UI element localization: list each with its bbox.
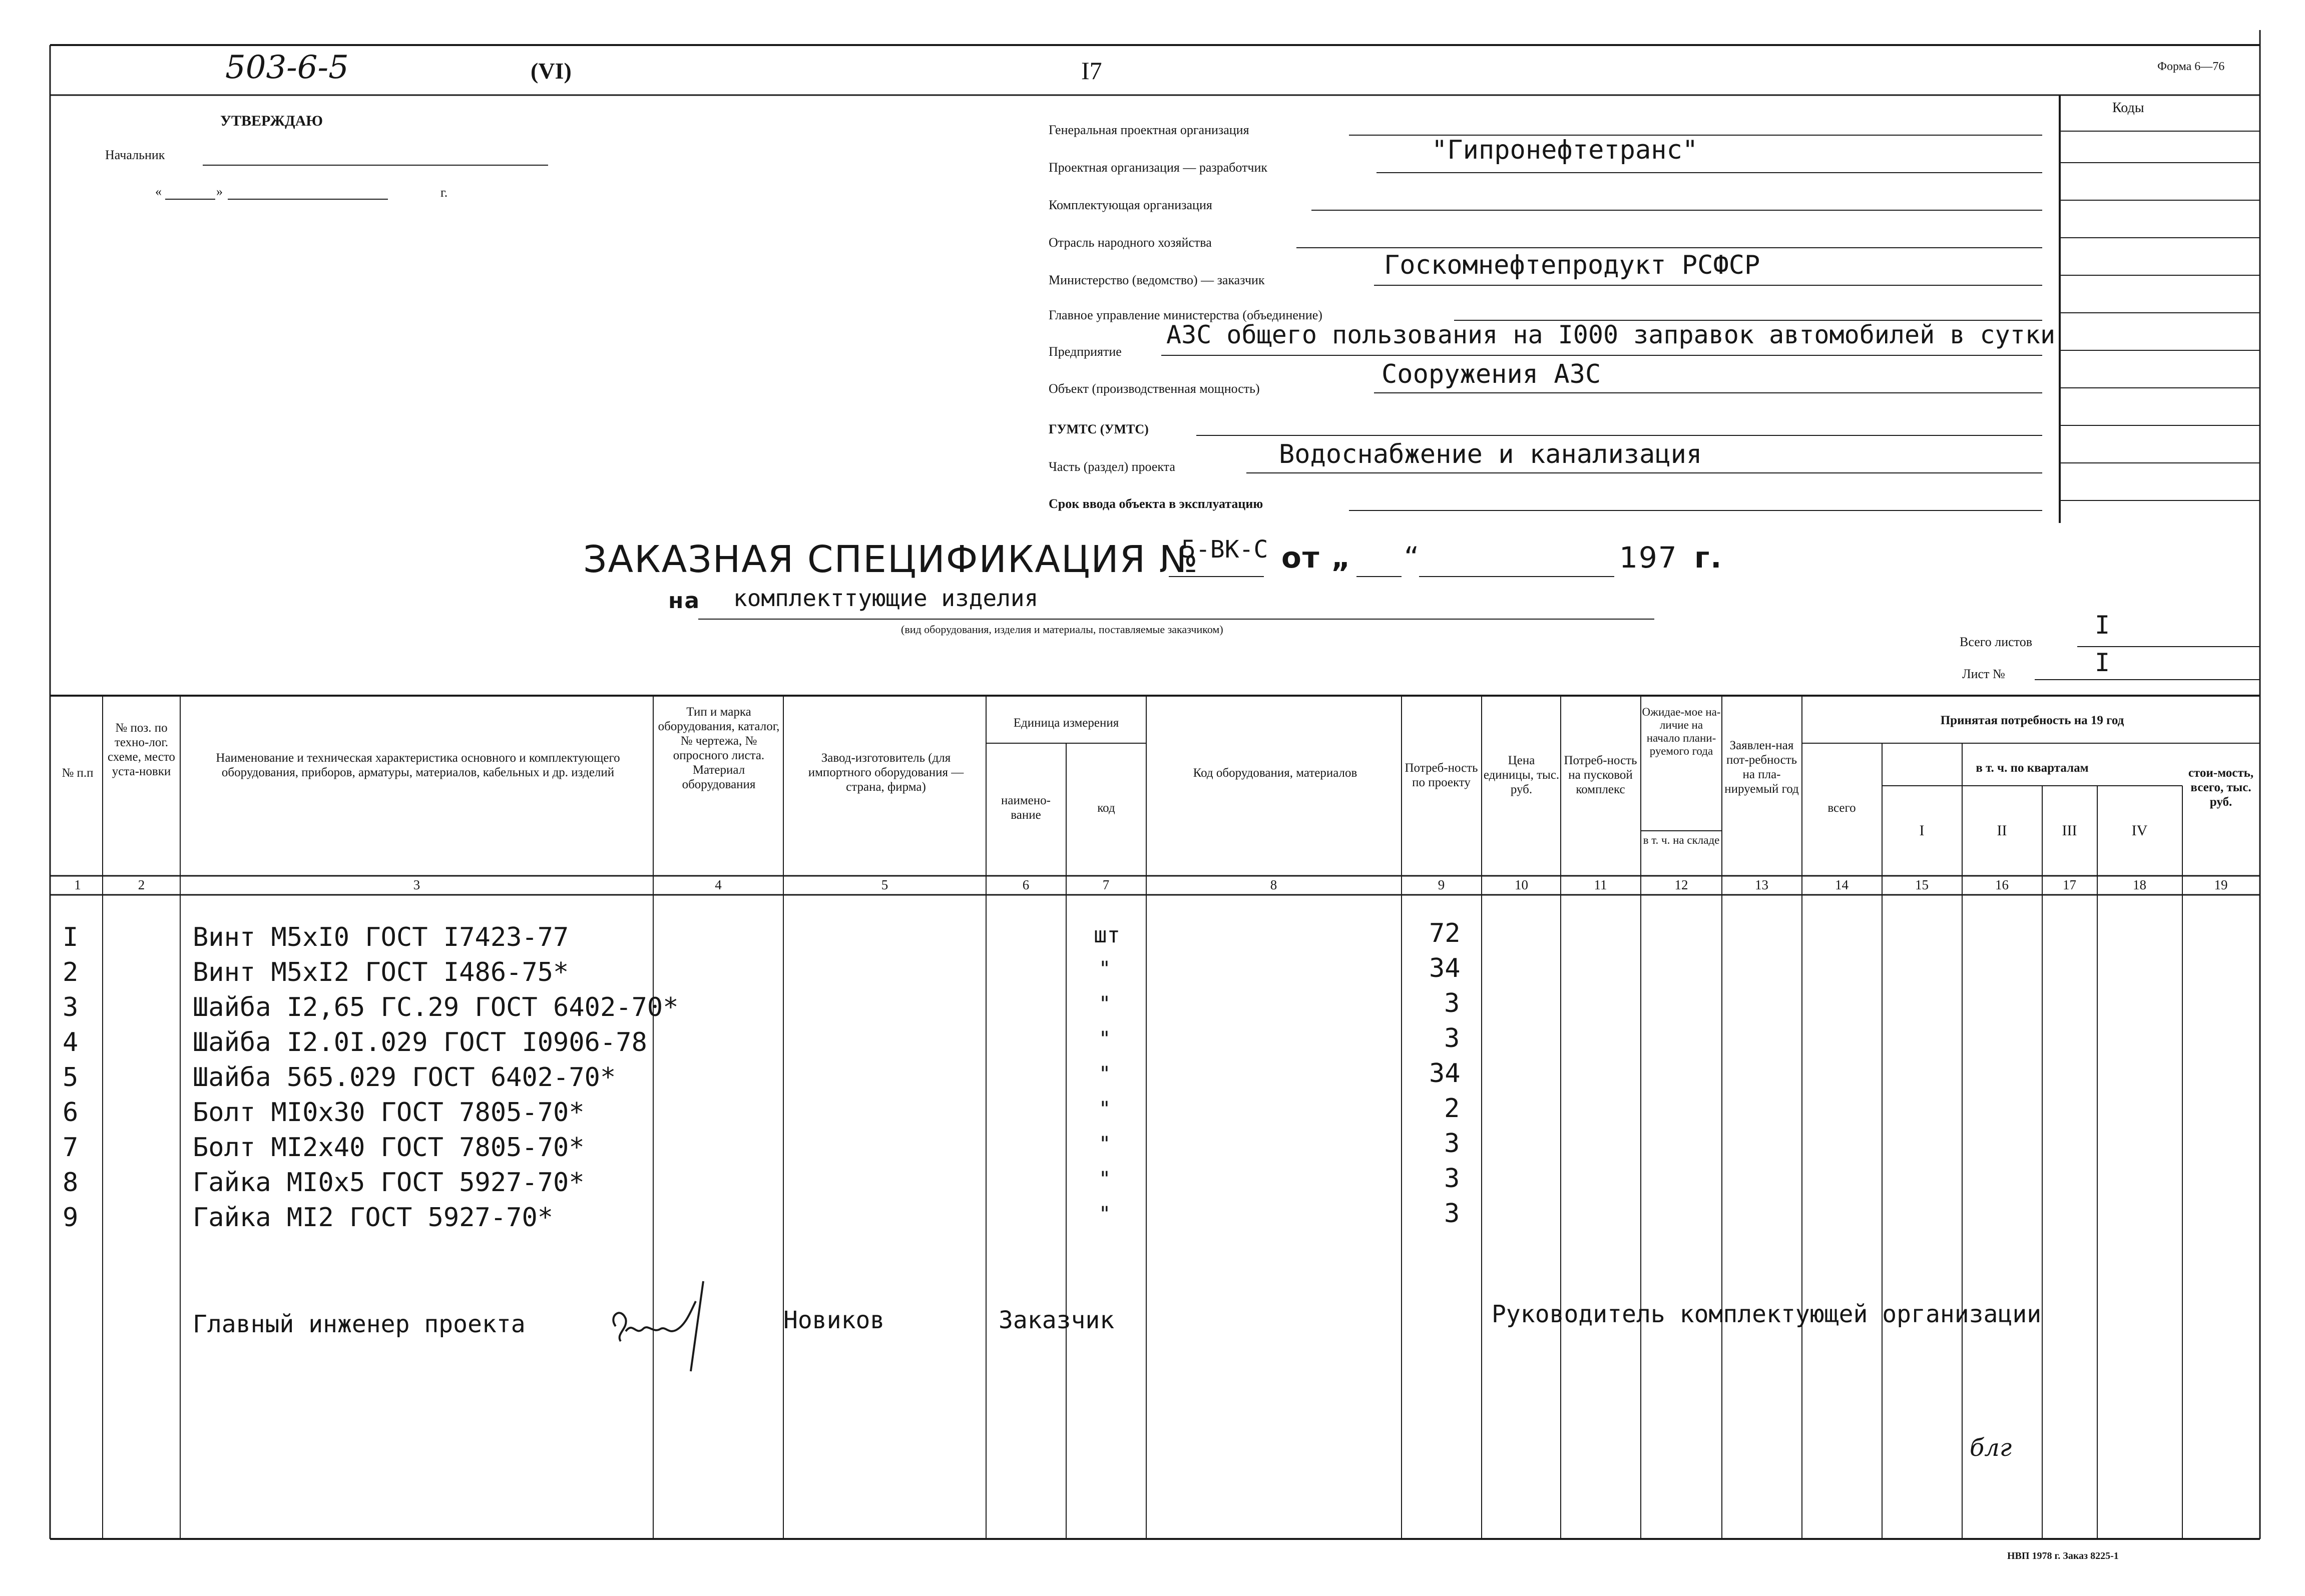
total-sheets-label: Всего листов — [1960, 635, 2032, 649]
col-header-in-stock: в т. ч. на складе — [1643, 834, 1720, 846]
row-name: Винт М5хI0 ГОСТ I7423-77 — [193, 922, 569, 952]
codes-label: Коды — [2112, 100, 2144, 116]
row-number: 2 — [63, 957, 79, 987]
spec-subject-hint: (вид оборудования, изделия и материалы, поставляемые заказчиком) — [901, 623, 1223, 636]
org-field-label-object: Объект (производственная мощность) — [1049, 381, 1260, 396]
row-unit: " — [1099, 992, 1111, 1015]
row-name: Болт МI2х40 ГОСТ 7805-70* — [193, 1133, 585, 1163]
row-name: Гайка МI0х5 ГОСТ 5927-70* — [193, 1168, 585, 1198]
col-header-name: Наименование и техническая характеристика основного и комплектующего оборудования, приборов, арматуры, материалов, кабельных и др. изделий — [216, 751, 620, 779]
col-number: 7 — [1102, 877, 1110, 892]
row-quantity: 34 — [1429, 953, 1461, 983]
col-number: 12 — [1674, 877, 1688, 892]
form-label: Форма 6—76 — [2157, 60, 2225, 73]
org-field-label-deadline: Срок ввода объекта в эксплуатацию — [1049, 496, 1263, 511]
org-field-label-general: Генеральная проектная организация — [1049, 123, 1249, 137]
org-field-value-ministry: Госкомнефтепродукт РСФСР — [1384, 250, 1760, 280]
approval-title: УТВЕРЖДАЮ — [220, 113, 323, 129]
col-header-unit-group: Единица измерения — [1013, 716, 1119, 730]
org-field-label-complect: Комплектующая организация — [1049, 198, 1212, 212]
spec-year-suffix: г. — [1694, 541, 1723, 575]
org-field-label-enterprise: Предприятие — [1049, 344, 1122, 359]
col-number: 8 — [1270, 877, 1277, 892]
volume-label: (VI) — [531, 58, 572, 84]
org-field-label-developer: Проектная организация — разработчик — [1049, 160, 1268, 175]
sheet-no-label: Лист № — [1962, 667, 2005, 681]
col-number: 13 — [1755, 877, 1768, 892]
col-header-price: Цена единицы, тыс. руб. — [1483, 754, 1560, 796]
org-field-label-main-dept: Главное управление министерства (объединение) — [1049, 308, 1322, 322]
chief-engineer-label: Главный инженер проекта — [193, 1310, 526, 1338]
col-number: 6 — [1022, 877, 1030, 892]
col-header-q1: I — [1919, 822, 1925, 839]
row-quantity: 3 — [1444, 1164, 1460, 1194]
document-code: 503-6-5 — [225, 49, 349, 86]
row-number: 3 — [63, 992, 79, 1022]
col-number: 4 — [715, 877, 722, 892]
row-unit: " — [1099, 1203, 1111, 1226]
row-name: Шайба 565.029 ГОСТ 6402-70* — [193, 1062, 616, 1093]
page-number: I7 — [1081, 57, 1102, 85]
col-header-maker: Завод-изготовитель (для импортного оборудования — страна, фирма) — [808, 751, 964, 794]
approval-date-line — [150, 184, 346, 199]
row-unit: " — [1099, 1168, 1111, 1191]
row-unit: " — [1099, 1062, 1111, 1086]
row-unit: шт — [1094, 922, 1120, 948]
org-field-value-enterprise: АЗС общего пользования на I000 заправок автомобилей в сутки — [1166, 320, 2056, 349]
spec-title: ЗАКАЗНАЯ СПЕЦИФИКАЦИЯ № — [583, 538, 1199, 581]
col-header-declared: Заявлен-ная пот-ребность на пла-нируемый год — [1724, 739, 1799, 796]
row-name: Винт М5хI2 ГОСТ I486-75* — [193, 957, 569, 987]
col-number: 18 — [2133, 877, 2146, 892]
org-field-value-developer: "Гипронефтетранс" — [1432, 135, 1698, 165]
row-number: 7 — [63, 1133, 79, 1163]
col-header-type: Тип и марка оборудования, каталог, № чертежа, № опросного листа. Материал оборудования — [658, 705, 780, 791]
col-number: 9 — [1438, 877, 1445, 892]
spec-quote: “ — [1404, 541, 1421, 575]
row-quantity: 2 — [1444, 1094, 1460, 1124]
row-unit: " — [1099, 957, 1111, 980]
row-number: 4 — [63, 1027, 79, 1057]
approval-date-marks-2: » — [216, 184, 223, 199]
col-header-cost: стои-мость, всего, тыс. руб. — [2188, 766, 2254, 809]
org-field-label-branch: Отрасль народного хозяйства — [1049, 235, 1212, 250]
spec-na: на — [668, 588, 701, 614]
print-imprint: НВП 1978 г. Заказ 8225-1 — [2007, 1550, 2119, 1561]
col-header-quarters-group: в т. ч. по кварталам — [1976, 761, 2089, 775]
col-number: 1 — [74, 877, 81, 892]
col-header-expected: Ожидае-мое на-личие на начало плани-руемого года — [1642, 706, 1721, 757]
col-header-total: всего — [1827, 801, 1856, 815]
spec-subject: комплекттующие изделия — [733, 585, 1039, 612]
approval-year-suffix: г. — [440, 185, 448, 200]
col-header-q3: III — [2062, 822, 2077, 839]
col-number: 2 — [138, 877, 145, 892]
chief-engineer-name: Новиков — [783, 1306, 885, 1334]
col-number: 3 — [413, 877, 420, 892]
chief-label: Начальник — [105, 148, 165, 162]
col-header-q2: II — [1997, 822, 2007, 839]
row-quantity: 3 — [1444, 988, 1460, 1018]
total-sheets-value: I — [2095, 611, 2110, 640]
spec-from: от „ — [1281, 541, 1351, 575]
col-header-launch-demand: Потреб-ность на пусковой комплекс — [1564, 754, 1637, 796]
row-unit: " — [1099, 1027, 1111, 1050]
col-number: 11 — [1594, 877, 1607, 892]
row-number: 5 — [63, 1062, 79, 1093]
col-number: 10 — [1515, 877, 1528, 892]
row-name: Шайба I2,65 ГС.29 ГОСТ 6402-70* — [193, 992, 679, 1022]
spec-number: 5-ВК-С — [1181, 536, 1268, 564]
col-header-accepted-group: Принятая потребность на 19 год — [1940, 714, 2124, 727]
org-field-label-ministry: Министерство (ведомство) — заказчик — [1049, 273, 1265, 287]
col-header-num: № п.п — [62, 766, 94, 780]
col-header-equipment-code: Код оборудования, материалов — [1193, 766, 1357, 780]
col-number: 5 — [881, 877, 888, 892]
handwritten-mark: блг — [1970, 1434, 2012, 1462]
row-name: Шайба I2.0I.029 ГОСТ I0906-78 — [193, 1027, 647, 1057]
col-number: 17 — [2063, 877, 2076, 892]
row-number: 6 — [63, 1098, 79, 1128]
approval-date-marks: « — [155, 184, 162, 199]
row-quantity: 72 — [1429, 918, 1461, 948]
row-quantity: 3 — [1444, 1199, 1460, 1229]
col-header-unit-name: наимено-вание — [1001, 794, 1051, 822]
row-unit: " — [1099, 1133, 1111, 1156]
col-header-demand: Потреб-ность по проекту — [1405, 761, 1478, 789]
row-number: 8 — [63, 1168, 79, 1198]
org-field-value-object: Сооружения АЗС — [1381, 359, 1601, 389]
handwritten-signature — [606, 1271, 726, 1386]
spec-year: 197 — [1619, 541, 1678, 575]
row-quantity: 3 — [1444, 1129, 1460, 1159]
col-number: 19 — [2214, 877, 2228, 892]
col-header-position: № поз. по техно-лог. схеме, место уста-новки — [108, 721, 175, 778]
sheet-no-value: I — [2095, 648, 2110, 677]
row-name: Болт МI0х30 ГОСТ 7805-70* — [193, 1098, 585, 1128]
row-name: Гайка МI2 ГОСТ 5927-70* — [193, 1203, 554, 1233]
col-number: 14 — [1835, 877, 1849, 892]
col-header-unit-code: код — [1097, 801, 1115, 815]
org-field-label-gumts: ГУМТС (УМТС) — [1049, 422, 1149, 436]
col-number: 15 — [1915, 877, 1929, 892]
row-number: 9 — [63, 1203, 79, 1233]
col-header-q4: IV — [2131, 822, 2148, 839]
customer-label: Заказчик — [999, 1306, 1115, 1334]
org-field-label-part: Часть (раздел) проекта — [1049, 459, 1175, 474]
row-number: I — [63, 922, 79, 952]
col-number: 16 — [1995, 877, 2009, 892]
row-quantity: 3 — [1444, 1023, 1460, 1053]
org-field-value-part: Водоснабжение и канализация — [1279, 439, 1702, 469]
row-quantity: 34 — [1429, 1058, 1461, 1089]
row-unit: " — [1099, 1098, 1111, 1121]
complect-head-label: Руководитель комплектующей организации — [1492, 1300, 2042, 1328]
